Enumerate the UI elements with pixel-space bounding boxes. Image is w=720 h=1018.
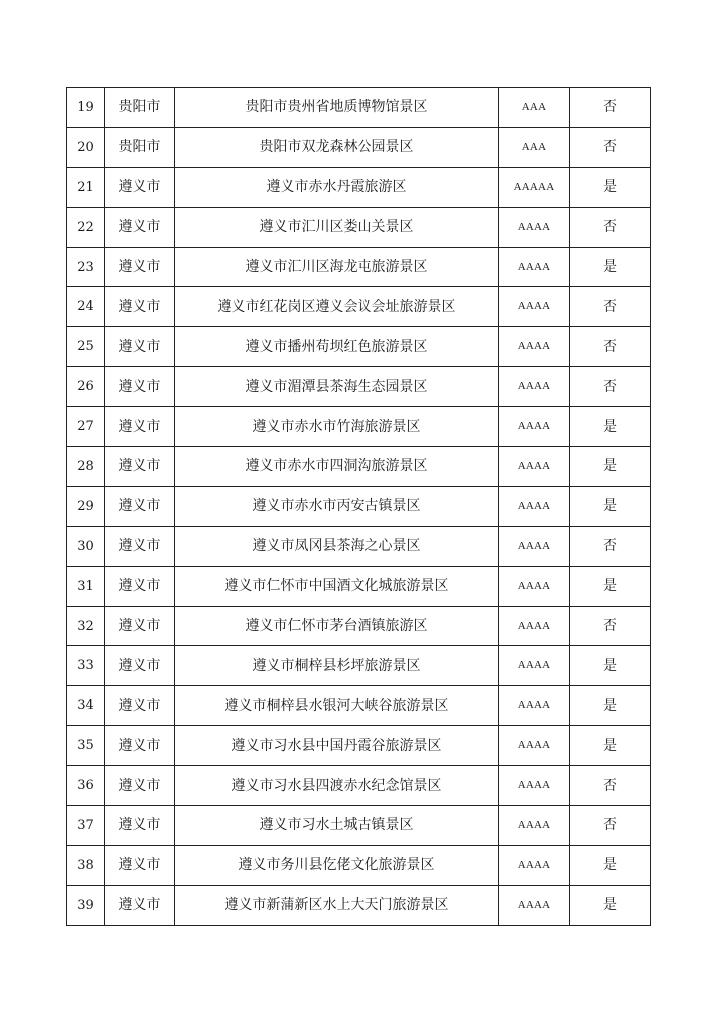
row-number-cell: 34 (67, 686, 105, 726)
city-cell: 遵义市 (105, 646, 175, 686)
city-cell: 贵阳市 (105, 127, 175, 167)
scenic-area-name-cell: 遵义市新蒲新区水上大天门旅游景区 (175, 885, 499, 925)
row-number-cell: 25 (67, 327, 105, 367)
scenic-area-table (66, 87, 651, 926)
grade-cell: AAA (499, 127, 570, 167)
flag-cell: 否 (570, 88, 651, 128)
table-row (67, 806, 651, 846)
table-row (67, 606, 651, 646)
flag-cell: 否 (570, 207, 651, 247)
row-number-cell: 24 (67, 287, 105, 327)
city-cell: 遵义市 (105, 327, 175, 367)
grade-cell: AAAA (499, 486, 570, 526)
city-cell: 贵阳市 (105, 88, 175, 128)
grade-cell: AAA (499, 88, 570, 128)
flag-cell: 否 (570, 367, 651, 407)
flag-cell: 是 (570, 447, 651, 487)
grade-cell: AAAAA (499, 167, 570, 207)
row-number-cell: 19 (67, 88, 105, 128)
flag-cell: 是 (570, 885, 651, 925)
row-number-cell: 37 (67, 806, 105, 846)
row-number-cell: 22 (67, 207, 105, 247)
grade-cell: AAAA (499, 207, 570, 247)
row-number-cell: 21 (67, 167, 105, 207)
flag-cell: 否 (570, 327, 651, 367)
table-row (67, 686, 651, 726)
scenic-area-name-cell: 遵义市仁怀市茅台酒镇旅游区 (175, 606, 499, 646)
city-cell: 遵义市 (105, 367, 175, 407)
row-number-cell: 20 (67, 127, 105, 167)
grade-cell: AAAA (499, 526, 570, 566)
scenic-area-name-cell: 遵义市务川县仡佬文化旅游景区 (175, 845, 499, 885)
row-number-cell: 38 (67, 845, 105, 885)
city-cell: 遵义市 (105, 686, 175, 726)
table-body (67, 88, 651, 926)
table-row (67, 127, 651, 167)
row-number-cell: 28 (67, 447, 105, 487)
row-number-cell: 27 (67, 407, 105, 447)
city-cell: 遵义市 (105, 885, 175, 925)
grade-cell: AAAA (499, 726, 570, 766)
table-row (67, 327, 651, 367)
row-number-cell: 31 (67, 566, 105, 606)
table-row (67, 646, 651, 686)
city-cell: 遵义市 (105, 845, 175, 885)
city-cell: 遵义市 (105, 766, 175, 806)
table-row (67, 247, 651, 287)
row-number-cell: 23 (67, 247, 105, 287)
flag-cell: 否 (570, 526, 651, 566)
row-number-cell: 30 (67, 526, 105, 566)
scenic-area-name-cell: 遵义市习水县中国丹霞谷旅游景区 (175, 726, 499, 766)
grade-cell: AAAA (499, 367, 570, 407)
table-row (67, 88, 651, 128)
city-cell: 遵义市 (105, 447, 175, 487)
table-row (67, 207, 651, 247)
table-row (67, 885, 651, 925)
city-cell: 遵义市 (105, 606, 175, 646)
scenic-area-name-cell: 遵义市习水县四渡赤水纪念馆景区 (175, 766, 499, 806)
row-number-cell: 33 (67, 646, 105, 686)
grade-cell: AAAA (499, 686, 570, 726)
table-row (67, 367, 651, 407)
scenic-area-name-cell: 遵义市桐梓县杉坪旅游景区 (175, 646, 499, 686)
row-number-cell: 26 (67, 367, 105, 407)
city-cell: 遵义市 (105, 726, 175, 766)
flag-cell: 是 (570, 486, 651, 526)
table-row (67, 287, 651, 327)
row-number-cell: 32 (67, 606, 105, 646)
table-row (67, 486, 651, 526)
city-cell: 遵义市 (105, 407, 175, 447)
table-row (67, 447, 651, 487)
city-cell: 遵义市 (105, 486, 175, 526)
grade-cell: AAAA (499, 566, 570, 606)
flag-cell: 是 (570, 845, 651, 885)
scenic-area-name-cell: 遵义市赤水市丙安古镇景区 (175, 486, 499, 526)
table-row (67, 566, 651, 606)
scenic-area-name-cell: 遵义市汇川区海龙屯旅游景区 (175, 247, 499, 287)
scenic-area-name-cell: 遵义市播州苟坝红色旅游景区 (175, 327, 499, 367)
row-number-cell: 39 (67, 885, 105, 925)
grade-cell: AAAA (499, 407, 570, 447)
scenic-area-name-cell: 遵义市红花岗区遵义会议会址旅游景区 (175, 287, 499, 327)
flag-cell: 是 (570, 566, 651, 606)
scenic-area-name-cell: 遵义市习水土城古镇景区 (175, 806, 499, 846)
scenic-area-name-cell: 贵阳市双龙森林公园景区 (175, 127, 499, 167)
scenic-area-name-cell: 遵义市赤水市竹海旅游景区 (175, 407, 499, 447)
flag-cell: 是 (570, 247, 651, 287)
scenic-area-name-cell: 贵阳市贵州省地质博物馆景区 (175, 88, 499, 128)
grade-cell: AAAA (499, 845, 570, 885)
flag-cell: 否 (570, 287, 651, 327)
table-row (67, 526, 651, 566)
flag-cell: 是 (570, 407, 651, 447)
flag-cell: 否 (570, 606, 651, 646)
table-row (67, 167, 651, 207)
grade-cell: AAAA (499, 606, 570, 646)
scenic-area-name-cell: 遵义市湄潭县茶海生态园景区 (175, 367, 499, 407)
row-number-cell: 36 (67, 766, 105, 806)
flag-cell: 否 (570, 766, 651, 806)
city-cell: 遵义市 (105, 526, 175, 566)
table-row (67, 726, 651, 766)
city-cell: 遵义市 (105, 207, 175, 247)
grade-cell: AAAA (499, 287, 570, 327)
flag-cell: 是 (570, 167, 651, 207)
city-cell: 遵义市 (105, 287, 175, 327)
grade-cell: AAAA (499, 885, 570, 925)
scenic-area-name-cell: 遵义市凤冈县茶海之心景区 (175, 526, 499, 566)
table-row (67, 766, 651, 806)
table-row (67, 407, 651, 447)
city-cell: 遵义市 (105, 806, 175, 846)
scenic-area-name-cell: 遵义市赤水丹霞旅游区 (175, 167, 499, 207)
city-cell: 遵义市 (105, 566, 175, 606)
grade-cell: AAAA (499, 646, 570, 686)
grade-cell: AAAA (499, 247, 570, 287)
city-cell: 遵义市 (105, 167, 175, 207)
scenic-area-name-cell: 遵义市桐梓县水银河大峡谷旅游景区 (175, 686, 499, 726)
row-number-cell: 29 (67, 486, 105, 526)
grade-cell: AAAA (499, 766, 570, 806)
flag-cell: 是 (570, 686, 651, 726)
grade-cell: AAAA (499, 806, 570, 846)
flag-cell: 否 (570, 127, 651, 167)
grade-cell: AAAA (499, 447, 570, 487)
row-number-cell: 35 (67, 726, 105, 766)
flag-cell: 是 (570, 646, 651, 686)
flag-cell: 是 (570, 726, 651, 766)
scenic-area-name-cell: 遵义市汇川区娄山关景区 (175, 207, 499, 247)
grade-cell: AAAA (499, 327, 570, 367)
flag-cell: 否 (570, 806, 651, 846)
scenic-area-name-cell: 遵义市赤水市四洞沟旅游景区 (175, 447, 499, 487)
table-row (67, 845, 651, 885)
city-cell: 遵义市 (105, 247, 175, 287)
scenic-area-name-cell: 遵义市仁怀市中国酒文化城旅游景区 (175, 566, 499, 606)
